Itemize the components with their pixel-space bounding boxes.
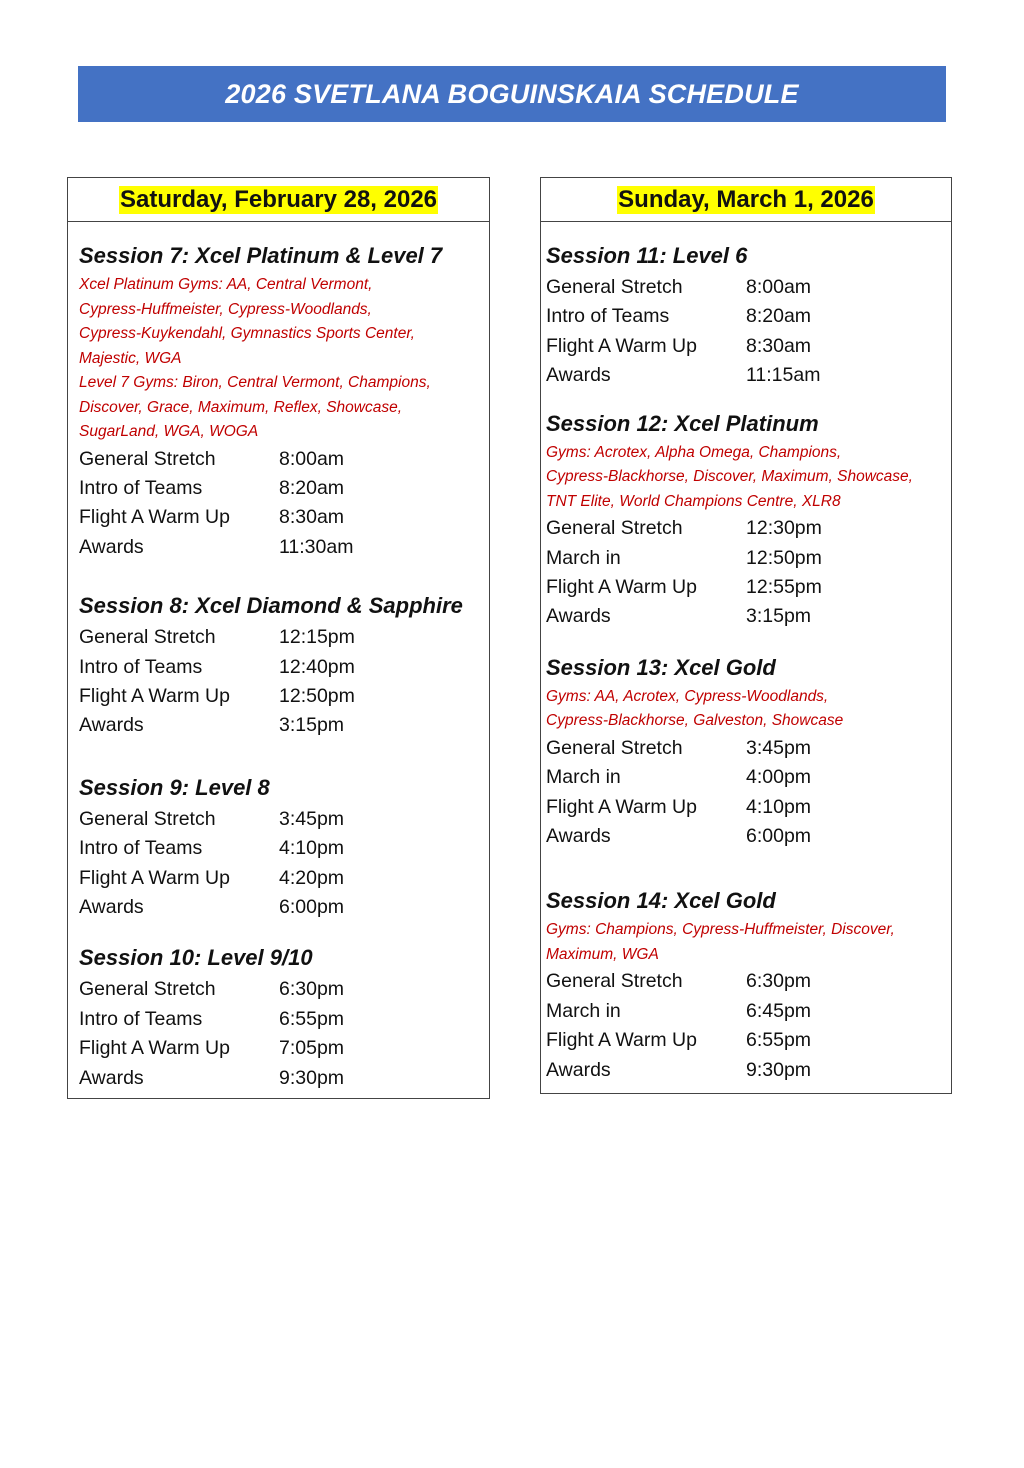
- schedule-row: [546, 302, 951, 331]
- schedule-row: [546, 822, 951, 851]
- row-time: 9:30pm: [746, 1058, 812, 1081]
- row-time: 4:10pm: [279, 837, 345, 860]
- row-time: 11:30am: [279, 535, 354, 558]
- session: [79, 592, 489, 741]
- schedule-row: [79, 503, 489, 532]
- row-time: 8:30am: [746, 334, 812, 357]
- session-title: Session 13: Xcel Gold: [546, 654, 776, 680]
- schedule-row: [79, 834, 489, 863]
- row-label: Intro of Teams: [79, 1007, 203, 1030]
- schedule-row: [546, 573, 951, 602]
- session-gyms: [546, 685, 951, 734]
- row-label: Flight A Warm Up: [79, 506, 230, 529]
- day-heading-text: Saturday, February 28, 2026: [119, 185, 438, 213]
- row-time: 8:20am: [746, 305, 812, 328]
- schedule-row: [79, 864, 489, 893]
- row-time: 6:45pm: [746, 999, 812, 1022]
- row-label: Flight A Warm Up: [546, 334, 697, 357]
- day-heading: [541, 178, 951, 222]
- gym-line: Cypress-Kuykendahl, Gymnastics Sports Center,: [79, 325, 415, 342]
- schedule-row: [79, 975, 489, 1004]
- gym-line: Gyms: Acrotex, Alpha Omega, Champions,: [546, 443, 842, 461]
- row-time: 3:15pm: [746, 605, 812, 628]
- row-label: Awards: [546, 605, 611, 628]
- schedule-row: [546, 602, 951, 631]
- schedule-row: [546, 734, 951, 763]
- gym-line: Cypress-Blackhorse, Galveston, Showcase: [546, 712, 844, 730]
- sessions-list: [541, 242, 951, 1085]
- schedule-row: [79, 805, 489, 834]
- schedule-title: 2026 SVETLANA BOGUINSKAIA SCHEDULE: [78, 66, 946, 122]
- session: [546, 887, 951, 1085]
- gym-line: SugarLand, WGA, WOGA: [79, 423, 259, 440]
- row-time: 8:30am: [279, 506, 345, 529]
- gym-line: Xcel Platinum Gyms: AA, Central Vermont,: [79, 276, 373, 293]
- row-time: 12:50pm: [279, 684, 355, 707]
- row-label: General Stretch: [79, 447, 216, 470]
- row-time: 6:30pm: [279, 978, 345, 1001]
- session-title: Session 12: Xcel Platinum: [546, 410, 819, 436]
- schedule-row: [546, 967, 951, 996]
- schedule-row: [546, 793, 951, 822]
- gym-line: Cypress-Huffmeister, Cypress-Woodlands,: [79, 300, 372, 318]
- row-time: 8:20am: [279, 476, 345, 499]
- row-label: Awards: [546, 824, 611, 847]
- row-time: 7:05pm: [279, 1037, 345, 1060]
- row-label: General Stretch: [79, 807, 216, 830]
- row-time: 4:10pm: [746, 795, 812, 818]
- session: [79, 944, 489, 1093]
- session-gyms: [79, 273, 489, 445]
- row-label: March in: [546, 999, 621, 1022]
- row-time: 3:15pm: [279, 714, 345, 737]
- row-time: 4:20pm: [279, 866, 345, 889]
- gym-line: Gyms: AA, Acrotex, Cypress-Woodlands,: [546, 687, 829, 705]
- row-time: 3:45pm: [746, 736, 812, 759]
- session-title: Session 14: Xcel Gold: [546, 888, 776, 914]
- row-time: 12:50pm: [746, 546, 822, 569]
- gym-line: Gyms: Champions, Cypress-Huffmeister, Discover,: [546, 921, 895, 939]
- gym-line: Cypress-Blackhorse, Discover, Maximum, Showcase,: [546, 468, 913, 486]
- row-label: Flight A Warm Up: [79, 684, 230, 707]
- row-label: General Stretch: [79, 978, 216, 1001]
- gym-line: Level 7 Gyms: Biron, Central Vermont, Champions,: [79, 374, 431, 391]
- row-label: General Stretch: [546, 276, 683, 298]
- saturday-column: [67, 177, 490, 1099]
- session: [546, 242, 951, 391]
- session: [546, 410, 951, 632]
- schedule-row: [79, 893, 489, 922]
- schedule-row: [79, 653, 489, 682]
- row-time: 6:55pm: [746, 1029, 812, 1052]
- row-time: 12:40pm: [279, 655, 355, 678]
- row-time: 6:30pm: [746, 970, 812, 993]
- row-label: Awards: [79, 1066, 144, 1089]
- row-label: Intro of Teams: [79, 476, 203, 499]
- session: [546, 654, 951, 852]
- row-label: Intro of Teams: [79, 655, 203, 678]
- schedule-row: [79, 711, 489, 740]
- schedule-row: [79, 445, 489, 474]
- session-title: Session 8: Xcel Diamond & Sapphire: [79, 593, 463, 619]
- schedule-row: [546, 997, 951, 1026]
- schedule-row: [546, 1056, 951, 1085]
- row-time: 9:30pm: [279, 1066, 345, 1089]
- gym-line: Majestic, WGA: [79, 349, 182, 367]
- schedule-row: [546, 544, 951, 573]
- row-label: March in: [546, 766, 621, 789]
- row-label: General Stretch: [546, 970, 683, 993]
- row-time: 11:15am: [746, 364, 821, 387]
- gym-line: TNT Elite, World Champions Centre, XLR8: [546, 492, 841, 510]
- row-label: Awards: [79, 535, 144, 558]
- row-label: Flight A Warm Up: [546, 795, 697, 818]
- gym-line: Maximum, WGA: [546, 945, 659, 963]
- row-label: Awards: [546, 1058, 611, 1081]
- row-label: Awards: [79, 714, 144, 737]
- session-title: Session 11: Level 6: [546, 243, 748, 268]
- row-label: Flight A Warm Up: [79, 866, 230, 889]
- session-gyms: [546, 918, 951, 967]
- schedule-row: [79, 533, 489, 562]
- row-label: Intro of Teams: [546, 305, 670, 328]
- row-time: 3:45pm: [279, 807, 345, 830]
- row-time: 12:15pm: [279, 626, 355, 649]
- schedule-row: [546, 1026, 951, 1055]
- schedule-row: [546, 514, 951, 543]
- schedule-row: [546, 273, 951, 302]
- schedule-row: [546, 332, 951, 361]
- row-time: 6:55pm: [279, 1007, 345, 1030]
- row-time: 12:30pm: [746, 517, 822, 540]
- row-label: General Stretch: [79, 626, 216, 649]
- session: [79, 774, 489, 923]
- row-label: Flight A Warm Up: [546, 575, 697, 598]
- row-time: 6:00pm: [279, 895, 345, 918]
- row-time: 8:00am: [279, 447, 345, 470]
- row-time: 8:00am: [746, 276, 812, 298]
- schedule-row: [546, 361, 951, 390]
- row-label: General Stretch: [546, 736, 683, 759]
- schedule-row: [79, 682, 489, 711]
- schedule-row: [79, 623, 489, 652]
- session-title: Session 7: Xcel Platinum & Level 7: [79, 243, 443, 268]
- row-time: 12:55pm: [746, 575, 822, 598]
- row-label: Flight A Warm Up: [546, 1029, 697, 1052]
- session-title: Session 9: Level 8: [79, 774, 270, 800]
- row-label: General Stretch: [546, 517, 683, 540]
- schedule-row: [79, 1005, 489, 1034]
- schedule-row: [79, 1064, 489, 1093]
- row-label: March in: [546, 546, 621, 569]
- schedule-row: [79, 474, 489, 503]
- row-label: Intro of Teams: [79, 837, 203, 860]
- gym-line: Discover, Grace, Maximum, Reflex, Showcase,: [79, 398, 403, 416]
- row-label: Flight A Warm Up: [79, 1037, 230, 1060]
- schedule-row: [546, 763, 951, 792]
- schedule-row: [79, 1034, 489, 1063]
- session-title: Session 10: Level 9/10: [79, 945, 313, 971]
- row-label: Awards: [79, 895, 144, 918]
- row-label: Awards: [546, 364, 611, 387]
- session: [79, 242, 489, 562]
- day-heading-text: Sunday, March 1, 2026: [618, 185, 874, 213]
- row-time: 4:00pm: [746, 766, 812, 789]
- day-heading: [68, 178, 489, 222]
- session-gyms: [546, 441, 951, 515]
- row-time: 6:00pm: [746, 824, 812, 847]
- sessions-list: [68, 242, 489, 1093]
- sunday-column: [540, 177, 952, 1094]
